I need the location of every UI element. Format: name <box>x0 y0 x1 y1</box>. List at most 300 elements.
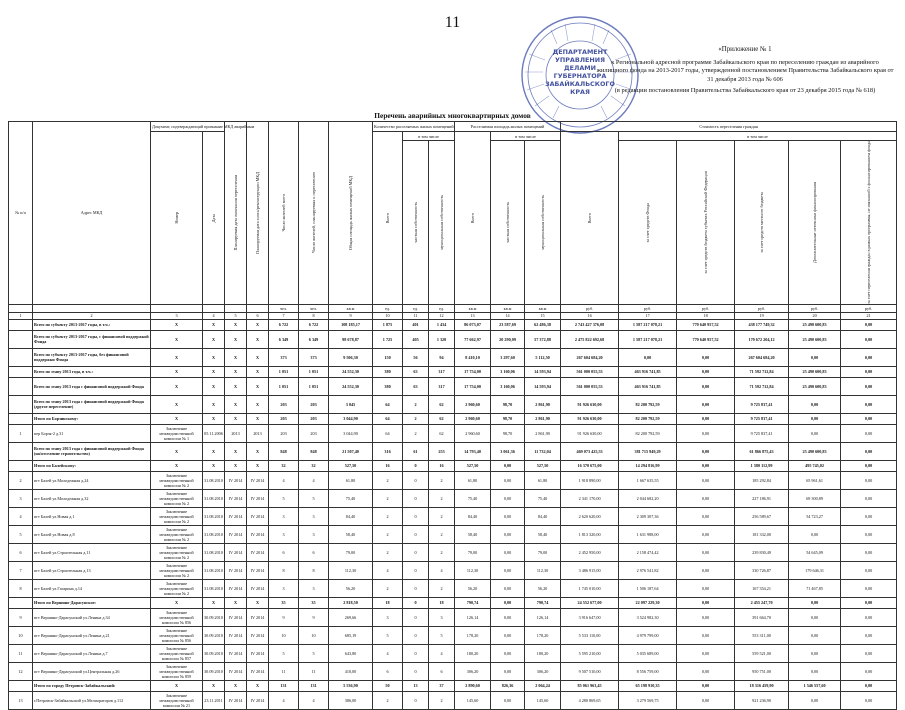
header-planned-relocation: Планируемая дата окончания переселения <box>225 122 247 305</box>
table-row-total <box>9 460 897 471</box>
unit-cell-empty <box>9 304 33 312</box>
cell-n: 11 <box>9 644 33 662</box>
cell-sq: 112,30 <box>455 561 491 579</box>
cell-n: 10 <box>9 626 33 644</box>
unit-cell: руб. <box>789 304 841 312</box>
cell-rel: X <box>225 460 247 471</box>
cell-rm: 18 <box>429 597 455 608</box>
cell-fund: 4 979 799,00 <box>619 626 677 644</box>
cell-rel: X <box>225 395 247 413</box>
cell-sqm: 126,14 <box>525 608 561 626</box>
cell-cost: 267 604 684,20 <box>561 348 619 366</box>
unit-cell: руб. <box>735 304 789 312</box>
cell-resp: 35 <box>299 597 329 608</box>
cell-sq: 75,40 <box>455 489 491 507</box>
cell-rm: 5 <box>429 626 455 644</box>
cell-name: пгт Балей ул.Молодежная д.32 <box>33 489 151 507</box>
cell-area: 410,00 <box>329 662 373 680</box>
cell-res: 373 <box>269 348 299 366</box>
cell-add: 25 490 600,83 <box>789 330 841 348</box>
cell-n: 6 <box>9 543 33 561</box>
cell-fund: 381 715 949,29 <box>619 442 677 460</box>
cell-cost: 561 000 055,53 <box>561 377 619 395</box>
cell-rooms: 4 <box>373 644 403 662</box>
cell-rm: 6 <box>429 662 455 680</box>
cell-sqm: 112,30 <box>525 561 561 579</box>
cell-resp: 131 <box>299 680 329 691</box>
cell-name: Всего по субъекту 2013-2017 годы, в т.ч.: <box>33 319 151 330</box>
table-row-total <box>9 330 897 348</box>
unit-cell: чел. <box>299 304 329 312</box>
table-row <box>9 424 897 442</box>
cell-doc-date: X <box>203 442 225 460</box>
cell-oth: 0,00 <box>841 413 897 424</box>
cell-doc-date: 23.11.2011 <box>203 691 225 709</box>
houses-table <box>8 121 897 710</box>
cell-area: 56,20 <box>329 579 373 597</box>
cell-sq: 84,40 <box>455 507 491 525</box>
cell-sqm: 61,80 <box>525 471 561 489</box>
cell-sqp: 0,00 <box>491 644 525 662</box>
table-row-total <box>9 413 897 424</box>
cell-reg: 0,00 <box>677 608 735 626</box>
cell-fund: 2 158 474,42 <box>619 543 677 561</box>
cell-rm: 2 <box>429 543 455 561</box>
cell-rp: 0 <box>403 626 429 644</box>
cell-resp: 1 051 <box>299 366 329 377</box>
cell-sq: 306,20 <box>455 662 491 680</box>
cell-res: 5 <box>269 489 299 507</box>
cell-doc-num: X <box>151 319 203 330</box>
cell-doc-num: Заключение межведомственной комиссии № 2 <box>151 507 203 525</box>
cell-area: 61,80 <box>329 471 373 489</box>
cell-doc-num: X <box>151 348 203 366</box>
cell-area: 5 536,90 <box>329 680 373 691</box>
cell-name: Всего по этапу 2013 года, в т.ч.: <box>33 366 151 377</box>
cell-res: 35 <box>269 597 299 608</box>
cell-rp: 0 <box>403 597 429 608</box>
cell-n <box>9 680 33 691</box>
cell-res: 131 <box>269 680 299 691</box>
unit-cell-empty <box>203 304 225 312</box>
cell-reg: 0,00 <box>677 395 735 413</box>
cell-reg: 0,00 <box>677 691 735 709</box>
cell-oth: 0,00 <box>841 691 897 709</box>
cell-rel: IV 2014 <box>225 644 247 662</box>
unit-cell: кв.м <box>455 304 491 312</box>
header-rooms-private: частная собственность <box>403 141 429 305</box>
cell-reg: 770 640 957,52 <box>677 319 735 330</box>
cell-res: 4 <box>269 471 299 489</box>
column-number: 11 <box>403 312 429 319</box>
cell-res: 6 <box>269 543 299 561</box>
cell-area: 98 678,87 <box>329 330 373 348</box>
cell-add: 25 490 600,83 <box>789 377 841 395</box>
cell-cost: 9 507 510,00 <box>561 662 619 680</box>
cell-add: 0,00 <box>789 644 841 662</box>
cell-name: пгт Балей ул.Строительная д.11 <box>33 543 151 561</box>
cell-rooms: 2 <box>373 579 403 597</box>
cell-doc-num: Заключение межведомственной комиссии № 2 <box>151 579 203 597</box>
cell-oth: 0,00 <box>841 395 897 413</box>
cell-resp: 8 <box>299 561 329 579</box>
cell-dem: X <box>247 460 269 471</box>
cell-resp: 5 <box>299 644 329 662</box>
cell-cost: 1 918 890,00 <box>561 471 619 489</box>
seal-line-5: ЗАБАЙКАЛЬСКОГО <box>545 80 615 88</box>
cell-oth: 0,00 <box>841 662 897 680</box>
cell-cost: 561 000 055,53 <box>561 366 619 377</box>
page-number: 11 <box>444 14 461 31</box>
cell-sq: 56,20 <box>455 579 491 597</box>
column-number: 20 <box>789 312 841 319</box>
cell-reg: 0,00 <box>677 626 735 644</box>
cell-loc: 553 311,00 <box>735 626 789 644</box>
cell-fund: 2 976 541,82 <box>619 561 677 579</box>
cell-resp: 3 <box>299 507 329 525</box>
cell-n: 2 <box>9 471 33 489</box>
cell-res: 10 <box>269 626 299 644</box>
cell-oth: 0,00 <box>841 608 897 626</box>
cell-dem: X <box>247 319 269 330</box>
header-rooms-incl: в том числе <box>403 132 455 141</box>
cell-doc-date: 30.09.2010 <box>203 644 225 662</box>
cell-oth: 0,00 <box>841 319 897 330</box>
cell-oth: 0,00 <box>841 330 897 348</box>
cell-resp: 4 <box>299 471 329 489</box>
cell-add: 0,00 <box>789 525 841 543</box>
cell-area: 3 044,90 <box>329 424 373 442</box>
cell-sqm: 11 732,04 <box>525 442 561 460</box>
cell-rel: IV 2014 <box>225 489 247 507</box>
table-row <box>9 608 897 626</box>
seal-line-4: ГУБЕРНАТОРА <box>553 72 607 80</box>
cell-loc: 239 830,49 <box>735 543 789 561</box>
cell-loc: 167 354,21 <box>735 579 789 597</box>
cell-dem: IV 2014 <box>247 543 269 561</box>
cell-rp: 405 <box>403 330 429 348</box>
cell-cost: 2 341 170,00 <box>561 489 619 507</box>
cell-fund: 463 916 741,85 <box>619 366 677 377</box>
column-number: 2 <box>33 312 151 319</box>
cell-n <box>9 348 33 366</box>
cell-fund: 65 198 910,35 <box>619 680 677 691</box>
cell-rm: 62 <box>429 395 455 413</box>
cell-sqp: 98,70 <box>491 413 525 424</box>
cell-area: 643,80 <box>329 644 373 662</box>
cell-rel: IV 2014 <box>225 608 247 626</box>
cell-resp: 1 051 <box>299 377 329 395</box>
cell-rooms: 18 <box>373 597 403 608</box>
cell-sqm: 84,40 <box>525 507 561 525</box>
header-area-total: Всего <box>455 132 491 305</box>
cell-resp: 4 <box>299 691 329 709</box>
cell-sqp: 98,70 <box>491 395 525 413</box>
cell-reg: 770 640 957,52 <box>677 330 735 348</box>
table-row-total <box>9 680 897 691</box>
cell-doc-date: X <box>203 348 225 366</box>
cell-add: 0,00 <box>789 424 841 442</box>
cell-dem: X <box>247 680 269 691</box>
cell-rp: 0 <box>403 507 429 525</box>
cell-name: пгт Вершино-Дарасунский ул.Ленина д.21 <box>33 626 151 644</box>
cell-doc-num: Заключение межведомственной комиссии № 2 <box>151 561 203 579</box>
cell-reg: 0,00 <box>677 377 735 395</box>
cell-area: 527,50 <box>329 460 373 471</box>
cell-res: 9 <box>269 608 299 626</box>
cell-rp: 63 <box>403 377 429 395</box>
cell-rm: 37 <box>429 680 455 691</box>
cell-sqm: 2 064,24 <box>525 680 561 691</box>
cell-res: 3 <box>269 507 299 525</box>
cell-sqp: 3 160,06 <box>491 366 525 377</box>
cell-cost: 469 073 425,53 <box>561 442 619 460</box>
cell-n <box>9 597 33 608</box>
column-number: 1 <box>9 312 33 319</box>
cell-reg: 0,00 <box>677 507 735 525</box>
cell-fund: 1 631 988,00 <box>619 525 677 543</box>
cell-sqm: 2 861,90 <box>525 424 561 442</box>
cell-add: 1 546 557,60 <box>789 680 841 691</box>
cell-area: 24 552,30 <box>329 366 373 377</box>
cell-name: Всего по субъекту 2013-2017 годы, без финансовой поддержки Фонда <box>33 348 151 366</box>
column-number: 4 <box>203 312 225 319</box>
cell-rooms: 1 725 <box>373 330 403 348</box>
cell-sq: 126,14 <box>455 608 491 626</box>
cell-area: 685,19 <box>329 626 373 644</box>
cell-reg: 0,00 <box>677 413 735 424</box>
cell-resp: 6 <box>299 543 329 561</box>
cell-loc: 61 866 875,43 <box>735 442 789 460</box>
cell-rp: 2 <box>403 424 429 442</box>
cell-doc-num: Заключение межведомственной комиссии № 856 <box>151 626 203 644</box>
cell-oth: 0,00 <box>841 680 897 691</box>
cell-dem: IV 2014 <box>247 644 269 662</box>
unit-cell: ед. <box>403 304 429 312</box>
cell-sqp: 0,00 <box>491 561 525 579</box>
column-number: 14 <box>491 312 525 319</box>
cell-area: 386,00 <box>329 691 373 709</box>
cell-rel: X <box>225 442 247 460</box>
cell-add: 54 723,27 <box>789 507 841 525</box>
cell-area: 269,66 <box>329 608 373 626</box>
cell-rooms: 64 <box>373 413 403 424</box>
cell-resp: 32 <box>299 460 329 471</box>
cell-rooms: 2 <box>373 525 403 543</box>
cell-res: 203 <box>269 413 299 424</box>
cell-rooms: 64 <box>373 424 403 442</box>
cell-sqp: 0,00 <box>491 543 525 561</box>
cell-add: 25 490 600,83 <box>789 319 841 330</box>
cell-rm: 2 <box>429 507 455 525</box>
document-title: Перечень аварийных многоквартирных домов <box>374 111 531 120</box>
cell-doc-date: 30.09.2010 <box>203 662 225 680</box>
cell-dem: IV 2014 <box>247 489 269 507</box>
cell-doc-num: Заключение межведомственной комиссии № 859 <box>151 662 203 680</box>
cell-sqp: 0,00 <box>491 626 525 644</box>
cell-rooms: 4 <box>373 561 403 579</box>
cell-fund: 14 294 816,99 <box>619 460 677 471</box>
cell-rm: 2 <box>429 579 455 597</box>
header-rooms-total: Всего <box>373 132 403 305</box>
cell-resp: 203 <box>299 424 329 442</box>
cell-fund: 2 044 682,20 <box>619 489 677 507</box>
cell-resp: 6 349 <box>299 330 329 348</box>
cell-sq: 145,60 <box>455 691 491 709</box>
column-number: 7 <box>269 312 299 319</box>
cell-sqm: 62 486,38 <box>525 319 561 330</box>
cell-name: пгт Вершино-Дарасунский ул.Ленина д.34 <box>33 608 151 626</box>
cell-rm: 2 <box>429 691 455 709</box>
cell-area: 108 185,17 <box>329 319 373 330</box>
cell-rooms: 50 <box>373 680 403 691</box>
cell-cost: 2 452 950,00 <box>561 543 619 561</box>
cell-rooms: 5 <box>373 626 403 644</box>
cell-name: Всего по этапу 2013 года с финансовой поддержкой Фонда <box>33 377 151 395</box>
cell-reg: 0,00 <box>677 561 735 579</box>
cell-cost: 2 743 427 376,08 <box>561 319 619 330</box>
table-row-total <box>9 319 897 330</box>
cell-rm: 4 <box>429 644 455 662</box>
cell-fund: 5 035 689,00 <box>619 644 677 662</box>
column-number: 19 <box>735 312 789 319</box>
seal-line-1: ДЕПАРТАМЕНТ <box>552 48 608 56</box>
cell-resp: 3 <box>299 579 329 597</box>
cell-res: 3 <box>269 525 299 543</box>
cell-n <box>9 377 33 395</box>
cell-fund: 82 200 792,59 <box>619 395 677 413</box>
cell-res: 8 <box>269 561 299 579</box>
cell-fund: 0,00 <box>619 348 677 366</box>
cell-sqp: 0,00 <box>491 662 525 680</box>
cell-oth: 0,00 <box>841 626 897 644</box>
cell-cost: 4 280 869,65 <box>561 691 619 709</box>
cell-res: 5 <box>269 644 299 662</box>
cell-n <box>9 319 33 330</box>
column-number: 16 <box>561 312 619 319</box>
cell-add: 0,00 <box>789 608 841 626</box>
cell-rp: 0 <box>403 561 429 579</box>
cell-resp: 3 <box>299 525 329 543</box>
cell-n: 1 <box>9 424 33 442</box>
cell-name: пгт Балей ул.Гагарина д.14 <box>33 579 151 597</box>
cell-sq: 2 960,60 <box>455 413 491 424</box>
cell-rel: IV 2014 <box>225 579 247 597</box>
cell-add: 65 961,61 <box>789 471 841 489</box>
cell-cost: 2 475 822 692,68 <box>561 330 619 348</box>
cell-oth: 0,00 <box>841 366 897 377</box>
cell-doc-date: 31.08.2010 <box>203 561 225 579</box>
cell-reg: 0,00 <box>677 442 735 460</box>
cell-name: пгт Балей ул.Новая д.8 <box>33 525 151 543</box>
cell-rooms: 2 <box>373 471 403 489</box>
cell-rel: IV 2014 <box>225 507 247 525</box>
table-row <box>9 644 897 662</box>
cell-add: 0,00 <box>789 395 841 413</box>
cell-name: пгт Балей ул.Новая д.1 <box>33 507 151 525</box>
unit-cell-empty <box>225 304 247 312</box>
header-cost-group: Стоимость переселения граждан <box>561 122 897 132</box>
cell-fund: 1 587 217 078,21 <box>619 330 677 348</box>
cell-reg: 0,00 <box>677 597 735 608</box>
column-number: 8 <box>299 312 329 319</box>
cell-reg: 0,00 <box>677 644 735 662</box>
cell-n <box>9 460 33 471</box>
cell-sq: 77 662,97 <box>455 330 491 348</box>
header-rooms-group: Количество расселяемых жилых помещений <box>373 122 455 132</box>
cell-oth: 0,00 <box>841 377 897 395</box>
cell-rm: 1 320 <box>429 330 455 348</box>
table-body <box>9 319 897 709</box>
cell-rooms: 2 <box>373 489 403 507</box>
cell-rp: 13 <box>403 680 429 691</box>
table-row <box>9 662 897 680</box>
cell-rp: 401 <box>403 319 429 330</box>
cell-sqm: 790,74 <box>525 597 561 608</box>
cell-oth: 0,00 <box>841 507 897 525</box>
cell-rel: IV 2014 <box>225 691 247 709</box>
cell-resp: 373 <box>299 348 329 366</box>
cell-rp: 63 <box>403 366 429 377</box>
cell-cost: 3 486 915,00 <box>561 561 619 579</box>
cell-doc-num: X <box>151 377 203 395</box>
cell-loc: 9 725 837,41 <box>735 424 789 442</box>
table-row <box>9 507 897 525</box>
cell-doc-num: Заключение межведомственной комиссии № 1 <box>151 424 203 442</box>
cell-res: 6 722 <box>269 319 299 330</box>
header-planned-demolition: Планируемая дата сноса/реконструкции МКД <box>247 122 269 305</box>
cell-resp: 9 <box>299 608 329 626</box>
column-number: 21 <box>841 312 897 319</box>
cell-rp: 2 <box>403 395 429 413</box>
cell-rp: 0 <box>403 662 429 680</box>
cell-sq: 17 754,00 <box>455 377 491 395</box>
cell-doc-num: Заключение межведомственной комиссии № 2 <box>151 543 203 561</box>
cell-oth: 0,00 <box>841 525 897 543</box>
cell-n <box>9 395 33 413</box>
cell-add: 0,00 <box>789 662 841 680</box>
column-number: 17 <box>619 312 677 319</box>
cell-oth: 0,00 <box>841 442 897 460</box>
cell-cost: 85 061 963,45 <box>561 680 619 691</box>
table-row-total <box>9 597 897 608</box>
table-row <box>9 543 897 561</box>
cell-n <box>9 442 33 460</box>
header-cost-total: Всего <box>561 132 619 305</box>
cell-area: 79,00 <box>329 543 373 561</box>
header-area-private: частная собственность <box>491 141 525 305</box>
cell-doc-num: Заключение межведомственной комиссии № 2 <box>151 489 203 507</box>
cell-fund: 2 309 307,36 <box>619 507 677 525</box>
cell-resp: 848 <box>299 442 329 460</box>
header-doc-number: Номер <box>151 132 203 305</box>
cell-rp: 0 <box>403 471 429 489</box>
cell-loc: 9 725 837,41 <box>735 395 789 413</box>
cell-resp: 5 <box>299 489 329 507</box>
unit-cell: руб. <box>619 304 677 312</box>
cell-add: 0,00 <box>789 626 841 644</box>
cell-sq: 790,74 <box>455 597 491 608</box>
header-fund: за счет средств Фонда <box>619 141 677 305</box>
cell-dem: IV 2014 <box>247 691 269 709</box>
cell-reg: 0,00 <box>677 525 735 543</box>
table-row <box>9 561 897 579</box>
cell-fund: 22 097 229,30 <box>619 597 677 608</box>
cell-reg: 0,00 <box>677 662 735 680</box>
header-num: № п/п <box>9 122 33 305</box>
cell-rp: 61 <box>403 442 429 460</box>
cell-sqm: 306,20 <box>525 662 561 680</box>
